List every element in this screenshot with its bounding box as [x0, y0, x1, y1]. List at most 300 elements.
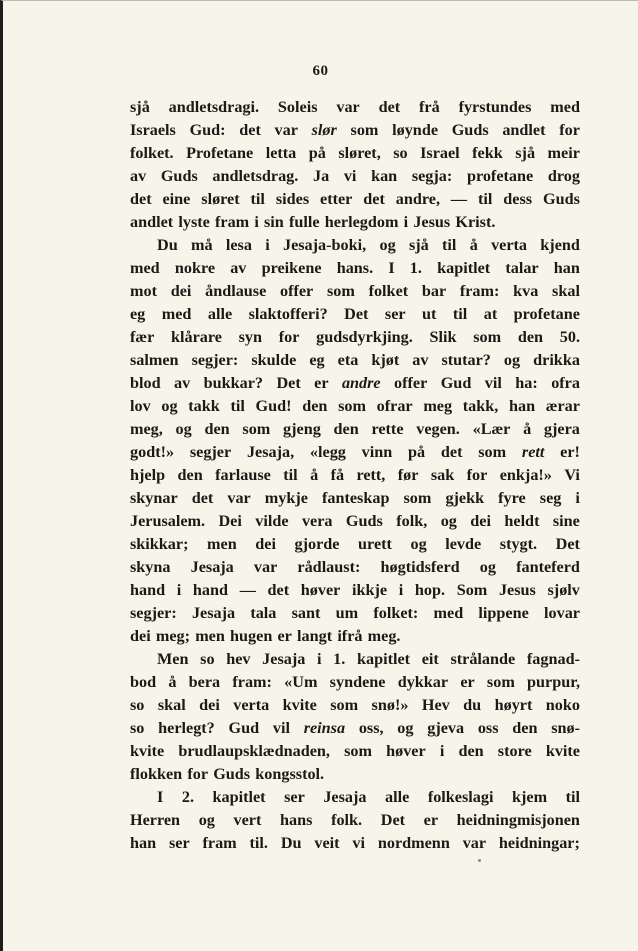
word: til — [452, 305, 468, 323]
word: Gud! — [255, 397, 292, 415]
word: er! — [560, 443, 580, 461]
word: hand — [192, 581, 229, 599]
word: nokre — [174, 259, 216, 277]
word: ærar — [545, 397, 580, 415]
text-line — [130, 648, 580, 671]
word: var — [253, 558, 278, 576]
word: seg — [539, 489, 562, 507]
word: av — [130, 167, 147, 185]
page-number: 60 — [312, 63, 329, 79]
word: fanteferd — [516, 558, 580, 576]
text-line — [130, 234, 580, 257]
word: kva — [513, 282, 539, 300]
word: til — [230, 397, 245, 415]
word: alle — [385, 788, 410, 806]
word: takk, — [462, 397, 499, 415]
word: den — [512, 719, 538, 737]
word: gjeng — [283, 420, 321, 438]
word: snø- — [551, 719, 580, 737]
text-line — [130, 257, 580, 280]
word: Jesaja — [190, 558, 234, 576]
word: høgtidsferd — [380, 558, 460, 576]
word: herlegt? — [158, 719, 215, 737]
word: ofra — [551, 374, 580, 392]
text-line — [130, 671, 580, 694]
word: salmen — [130, 351, 179, 369]
word: den — [517, 328, 544, 346]
word: kapitlet — [356, 650, 411, 668]
word: vert — [233, 811, 262, 829]
word: Det — [344, 305, 369, 323]
word: løynde — [392, 121, 439, 139]
word: skulde — [251, 351, 297, 369]
word: veit — [314, 834, 340, 852]
text-line — [130, 418, 580, 441]
word: oss, — [358, 719, 384, 737]
word: talar — [505, 259, 539, 277]
text-line — [130, 119, 580, 142]
text-line — [130, 602, 580, 625]
word: du — [463, 696, 482, 714]
word: ofrar — [376, 397, 413, 415]
word: med — [130, 259, 160, 277]
word: gjorde — [294, 535, 340, 553]
word: til — [283, 466, 298, 484]
word: Soleis — [277, 98, 318, 116]
word: purpur, — [527, 673, 580, 691]
word: blod — [130, 374, 161, 392]
word: stygt. — [499, 535, 538, 553]
word: bar — [421, 282, 447, 300]
word: eit — [421, 650, 439, 668]
word: å — [168, 673, 177, 691]
word: godt!» — [130, 443, 175, 461]
word: bukkar? — [203, 374, 264, 392]
text-line — [130, 303, 580, 326]
word: rette — [371, 420, 404, 438]
word: det — [267, 581, 290, 599]
word: noko — [545, 696, 580, 714]
word: meg; — [155, 627, 191, 645]
word: Hev — [421, 696, 450, 714]
word: segjer: — [191, 351, 239, 369]
word: kongsstol. — [255, 765, 325, 783]
word: gjeva — [427, 719, 465, 737]
word: ser — [384, 305, 406, 323]
word: folket — [368, 282, 409, 300]
word: var — [336, 98, 360, 116]
word: for — [278, 328, 300, 346]
word: sak — [430, 466, 455, 484]
word: brudlaupsklædnaden, — [178, 742, 330, 760]
word: og — [161, 397, 178, 415]
word: heldt — [504, 512, 540, 530]
text-line — [130, 142, 580, 165]
word: urett — [358, 535, 392, 553]
text-line — [130, 740, 580, 763]
word: mot — [130, 282, 157, 300]
word: Guds — [160, 167, 198, 185]
word: sjå — [130, 98, 150, 116]
word: høyrt — [494, 696, 533, 714]
word: dei — [130, 627, 151, 645]
word: skal — [552, 282, 580, 300]
word: som — [326, 282, 355, 300]
word: dei — [199, 696, 220, 714]
word: som — [473, 328, 502, 346]
word: heidningmisjonen — [456, 811, 580, 829]
word: sløret, — [338, 144, 381, 162]
word: folk, — [396, 512, 428, 530]
word: flokken — [130, 765, 183, 783]
word: so — [200, 650, 215, 668]
word: Jesaja — [191, 604, 236, 622]
word: i — [317, 650, 322, 668]
word: ser — [284, 788, 305, 806]
word: syndene — [329, 673, 386, 691]
word: som — [478, 443, 507, 461]
word: til — [250, 190, 265, 208]
word: folkeslagi — [427, 788, 494, 806]
word: snø!» — [371, 696, 409, 714]
word: andletsdragi. — [168, 98, 260, 116]
word: Profetane — [186, 144, 254, 162]
word: og — [397, 719, 414, 737]
word: I — [157, 788, 164, 806]
word: ifrå — [337, 627, 363, 645]
word: Guds — [213, 765, 251, 783]
word: kvite — [545, 742, 580, 760]
text-line — [130, 717, 580, 740]
word: sides — [275, 190, 310, 208]
word: rett — [521, 443, 545, 461]
word: ha: — [515, 374, 538, 392]
word: 50. — [559, 328, 580, 346]
word: preikene — [261, 259, 322, 277]
word: vinn — [361, 443, 393, 461]
word: det — [378, 98, 401, 116]
word: fekk — [472, 144, 503, 162]
word: høver — [386, 742, 426, 760]
word: den — [204, 420, 230, 438]
word: — — [450, 190, 468, 208]
word: tala — [250, 604, 277, 622]
word: fram — [202, 834, 237, 852]
word: kan — [371, 167, 398, 185]
word: gjekk — [445, 489, 485, 507]
word: meg. — [367, 627, 401, 645]
word: ut — [422, 305, 437, 323]
word: som — [242, 420, 271, 438]
word: Gud: — [189, 121, 226, 139]
text-line — [130, 625, 580, 648]
word: stutar? — [441, 351, 491, 369]
word: Herren — [130, 811, 181, 829]
word: og — [410, 535, 427, 553]
word: andletsdrag. — [212, 167, 299, 185]
word: hjelp — [130, 466, 166, 484]
word: Gud — [440, 374, 472, 392]
word: so — [393, 144, 408, 162]
word: den — [177, 466, 203, 484]
word: er — [277, 627, 292, 645]
word: alle — [207, 305, 233, 323]
word: andlet — [502, 121, 546, 139]
word: gudsdyrkjing. — [316, 328, 413, 346]
word: til — [442, 236, 457, 254]
word: meg, — [130, 420, 163, 438]
word: bod — [130, 673, 157, 691]
word: Som — [456, 581, 488, 599]
text-line — [130, 326, 580, 349]
word: skal — [157, 696, 186, 714]
word: farlause — [215, 466, 271, 484]
text-line — [130, 763, 580, 786]
word: verta — [233, 696, 270, 714]
word: — — [239, 581, 256, 599]
word: segjer — [189, 443, 232, 461]
word: vera — [301, 512, 333, 530]
text-line — [130, 395, 580, 418]
word: vil — [484, 374, 502, 392]
word: han — [553, 259, 580, 277]
word: profetane — [513, 305, 580, 323]
word: til — [565, 788, 580, 806]
word: i — [176, 581, 182, 599]
word: fulle — [288, 213, 320, 231]
text-line — [130, 349, 580, 372]
word: kapitlet — [437, 259, 491, 277]
word: fyre — [498, 489, 526, 507]
word: so — [130, 696, 145, 714]
word: i — [254, 213, 259, 231]
paper-speck — [478, 859, 481, 862]
word: Men — [157, 650, 189, 668]
word: verta — [491, 236, 528, 254]
word: å — [310, 466, 319, 484]
word: eine — [162, 190, 191, 208]
word: i — [265, 236, 270, 254]
word: gjera — [543, 420, 580, 438]
word: skikkar; — [130, 535, 189, 553]
word: kapitlet — [212, 788, 266, 806]
word: det — [191, 489, 214, 507]
word: dei — [470, 512, 491, 530]
text-line — [130, 441, 580, 464]
word: Vi — [564, 466, 580, 484]
word: på — [308, 144, 326, 162]
word: andre — [341, 374, 381, 392]
word: andlet — [130, 213, 174, 231]
text-line — [130, 165, 580, 188]
word: Du — [157, 236, 178, 254]
word: fagnad- — [526, 650, 580, 668]
word: Jesaja-boki, — [282, 236, 367, 254]
word: men — [207, 535, 237, 553]
word: det — [363, 190, 385, 208]
word: hans — [280, 811, 313, 829]
word: å — [523, 420, 532, 438]
word: Jesus — [498, 581, 536, 599]
word: lesa — [225, 236, 252, 254]
word: segja: — [411, 167, 453, 185]
word: kjøt — [371, 351, 400, 369]
word: letta — [265, 144, 297, 162]
word: strålande — [450, 650, 516, 668]
text-line — [130, 579, 580, 602]
word: vi — [352, 834, 365, 852]
text-line — [130, 556, 580, 579]
word: var — [462, 834, 487, 852]
word: lov — [130, 397, 151, 415]
word: Guds — [451, 121, 489, 139]
word: profetane — [466, 167, 534, 185]
text-line — [130, 487, 580, 510]
text-line — [130, 188, 580, 211]
word: men — [195, 627, 225, 645]
word: skyna — [130, 558, 171, 576]
word: hand — [130, 581, 166, 599]
word: kvite — [130, 742, 165, 760]
word: frå — [419, 98, 440, 116]
word: sjølv — [547, 581, 580, 599]
word: Jesaja — [262, 650, 306, 668]
body-text — [130, 96, 580, 855]
word: og — [503, 351, 521, 369]
word: folket. — [130, 144, 174, 162]
word: kjend — [540, 236, 580, 254]
word: som — [403, 489, 432, 507]
text-line — [130, 809, 580, 832]
word: Israels — [130, 121, 176, 139]
word: lippene — [478, 604, 529, 622]
word: fram: — [232, 673, 272, 691]
word: kvite — [282, 696, 317, 714]
word: vilde — [255, 512, 289, 530]
word: Jesaja, — [246, 443, 295, 461]
word: «Lær — [472, 420, 511, 438]
word: lovar — [544, 604, 580, 622]
word: av — [174, 374, 191, 392]
word: vi — [343, 167, 357, 185]
word: som — [338, 397, 366, 415]
word: eg — [130, 305, 146, 323]
word: klårare — [170, 328, 222, 346]
word: fram: — [459, 282, 500, 300]
text-line — [130, 533, 580, 556]
word: andre, — [395, 190, 440, 208]
word: reinsa — [303, 719, 346, 737]
word: Jesus — [413, 213, 451, 231]
word: sine — [552, 512, 580, 530]
text-line — [130, 372, 580, 395]
word: skynar — [130, 489, 178, 507]
word: den — [302, 397, 328, 415]
text-line — [130, 211, 580, 234]
word: fyrstundes — [458, 98, 532, 116]
word: som — [486, 673, 515, 691]
word: Det — [555, 535, 580, 553]
word: enkja!» — [499, 466, 552, 484]
word: syn — [238, 328, 263, 346]
word: vil — [272, 719, 290, 737]
word: sløret — [201, 190, 240, 208]
word: i — [575, 489, 580, 507]
word: «Um — [284, 673, 318, 691]
word: er — [460, 673, 475, 691]
word: slør — [311, 121, 337, 139]
word: ikkje — [351, 581, 388, 599]
word: til. — [249, 834, 268, 852]
word: folket: — [373, 604, 419, 622]
word: bera — [188, 673, 221, 691]
word: få — [330, 466, 345, 484]
word: Det — [380, 811, 406, 829]
word: nordmenn — [377, 834, 450, 852]
word: med — [161, 305, 192, 323]
word: offer — [394, 374, 428, 392]
word: høver — [300, 581, 341, 599]
word: etter — [320, 190, 353, 208]
word: at — [483, 305, 498, 323]
text-line — [130, 832, 580, 855]
word: sjå — [408, 236, 429, 254]
word: til — [478, 190, 493, 208]
word: langt — [297, 627, 333, 645]
word: Guds — [345, 512, 383, 530]
word: som — [330, 696, 359, 714]
word: Ja — [312, 167, 330, 185]
word: dei — [255, 535, 276, 553]
word: av — [230, 259, 247, 277]
text-line — [130, 464, 580, 487]
word: og — [440, 512, 457, 530]
word: som — [350, 121, 379, 139]
word: hans. — [336, 259, 374, 277]
word: å — [469, 236, 478, 254]
word: var — [274, 121, 298, 139]
word: og — [175, 420, 192, 438]
word: han — [509, 397, 536, 415]
word: dykkar — [397, 673, 449, 691]
word: er — [423, 811, 439, 829]
word: hugen — [230, 627, 273, 645]
word: Gud — [228, 719, 260, 737]
word: 2. — [181, 788, 194, 806]
word: dess — [503, 190, 533, 208]
word: sjå — [515, 144, 536, 162]
word: på — [408, 443, 426, 461]
word: 1. — [409, 259, 422, 277]
word: Det — [276, 374, 301, 392]
word: lyste — [178, 213, 210, 231]
word: Jerusalem. — [130, 512, 206, 530]
word: sant — [291, 604, 321, 622]
text-line — [130, 280, 580, 303]
word: herlegdom — [324, 213, 399, 231]
word: han — [130, 834, 157, 852]
word: mykje — [264, 489, 308, 507]
word: oss — [477, 719, 499, 737]
word: ser — [168, 834, 190, 852]
word: den — [333, 420, 359, 438]
word: åndlause — [205, 282, 267, 300]
word: som — [344, 742, 372, 760]
word: offer — [280, 282, 314, 300]
word: so — [130, 719, 145, 737]
word: Du — [280, 834, 302, 852]
word: drog — [547, 167, 580, 185]
